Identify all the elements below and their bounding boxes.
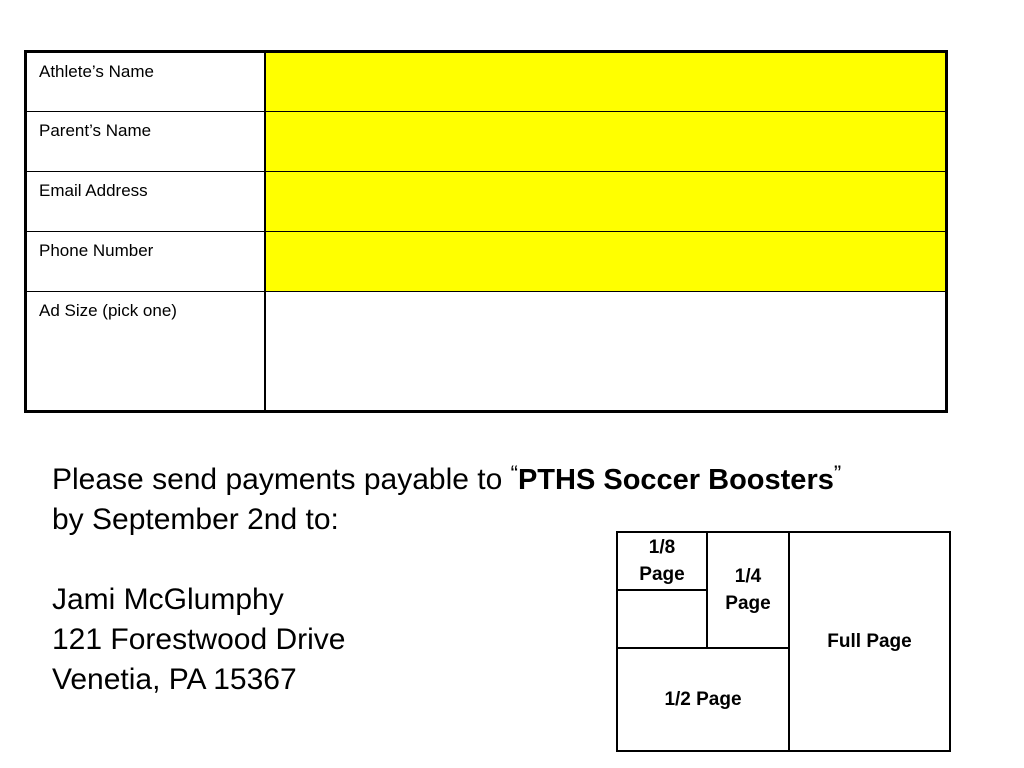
half-page-label: 1/2 Page <box>664 689 742 710</box>
eighth-page-label: 1/8 Page <box>639 537 685 585</box>
ad-size-quarter-page[interactable] <box>708 533 790 649</box>
ad-size-field[interactable] <box>265 292 947 412</box>
ad-size-eighth-page[interactable] <box>618 533 708 591</box>
phone-number-label: Phone Number <box>26 232 265 292</box>
email-address-field[interactable] <box>265 172 947 232</box>
payee-name: PTHS Soccer Boosters <box>517 464 834 496</box>
ad-order-form <box>24 50 948 413</box>
full-page-label: Full Page <box>827 631 912 652</box>
form-row-email <box>26 172 947 232</box>
form-row-phone <box>26 232 947 292</box>
parent-name-field[interactable] <box>265 112 947 172</box>
ad-size-full-page[interactable] <box>790 533 949 750</box>
parent-name-label: Parent’s Name <box>26 112 265 172</box>
close-quote: ” <box>833 461 842 486</box>
quarter-page-label: 1/4 Page <box>725 566 771 614</box>
athlete-name-field[interactable] <box>265 52 947 112</box>
ad-size-half-page[interactable] <box>618 649 790 750</box>
payment-line-1 <box>52 454 841 500</box>
address-street: 121 Forestwood Drive <box>52 623 346 656</box>
phone-number-field[interactable] <box>265 232 947 292</box>
open-quote: “ <box>510 461 518 486</box>
ad-size-label: Ad Size (pick one) <box>26 292 265 412</box>
form-row-ad-size <box>26 292 947 412</box>
form-row-athlete-name <box>26 52 947 112</box>
address-name: Jami McGlumphy <box>52 583 284 616</box>
form-row-parent-name <box>26 112 947 172</box>
athlete-name-label: Athlete’s Name <box>26 52 265 112</box>
ad-size-eighth-page-blank <box>618 591 708 649</box>
payment-deadline: by September 2nd to: <box>52 503 339 536</box>
email-address-label: Email Address <box>26 172 265 232</box>
ad-size-diagram <box>616 531 951 752</box>
payment-prefix: Please send payments payable to <box>52 463 503 496</box>
address-city-state-zip: Venetia, PA 15367 <box>52 663 297 696</box>
